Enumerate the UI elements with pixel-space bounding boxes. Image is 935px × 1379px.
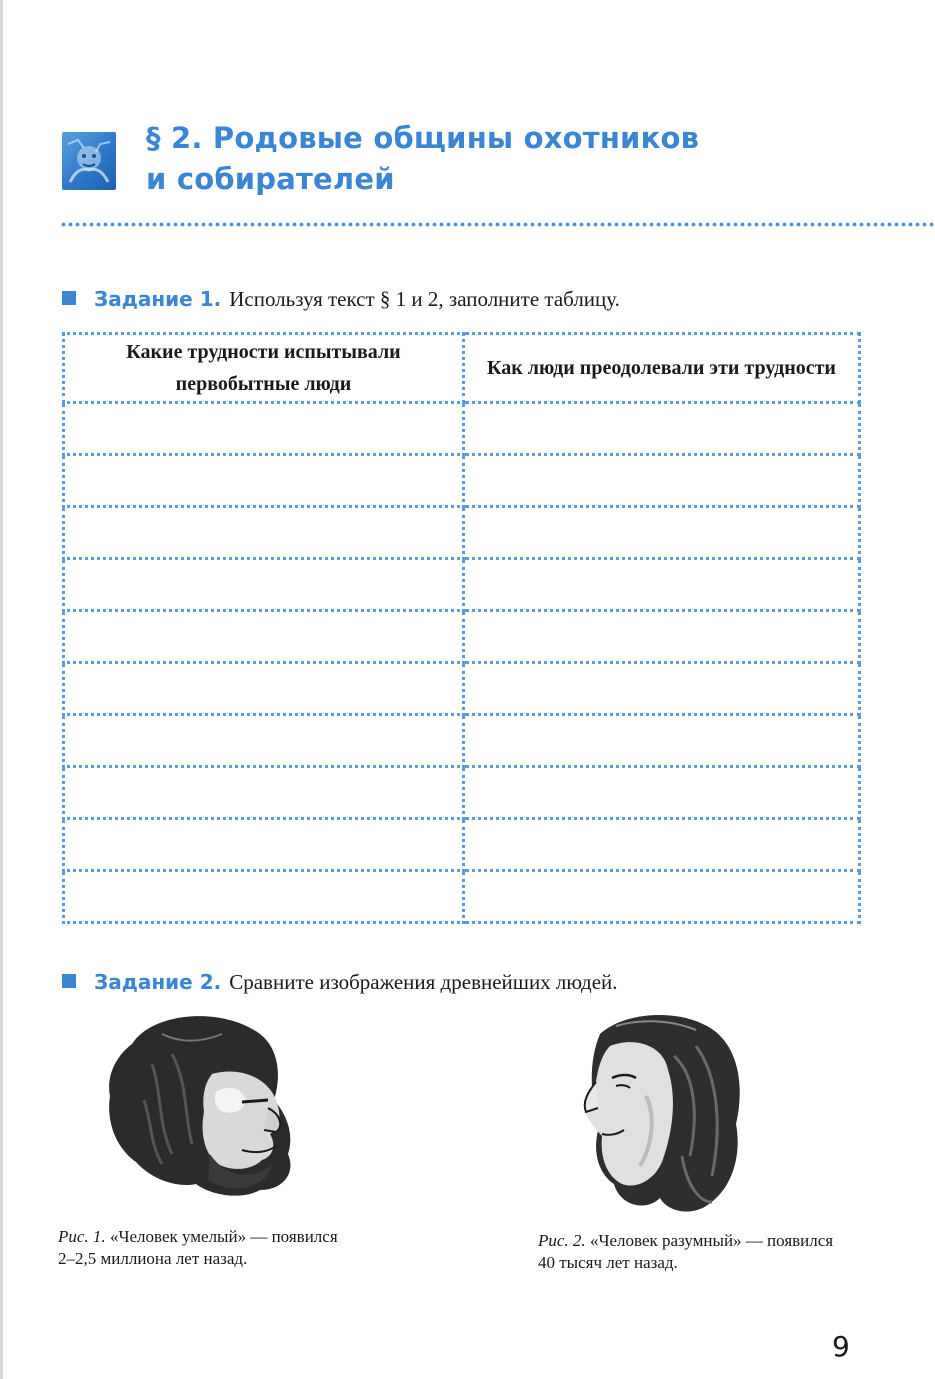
task-1-heading <box>62 287 620 312</box>
title-line-1: § 2. Родовые общины охотников <box>146 121 700 155</box>
table-row <box>64 871 860 923</box>
figure-2-caption-text: «Человек разумный» — появился 40 тысяч лет назад. <box>538 1231 834 1272</box>
answer-cell-solution[interactable] <box>464 663 860 715</box>
answer-cell-difficulty[interactable] <box>64 767 464 819</box>
task-1-text: Используя текст § 1 и 2, заполните таблицу. <box>229 287 620 311</box>
table-header-difficulties: Какие трудности испытывали первобытные люди <box>64 334 464 403</box>
answer-cell-difficulty[interactable] <box>64 455 464 507</box>
answer-cell-solution[interactable] <box>464 871 860 923</box>
page-number: 9 <box>832 1330 850 1363</box>
task-1-label: Задание 1. <box>94 287 222 311</box>
task-bullet-icon <box>62 974 76 988</box>
table-row <box>64 819 860 871</box>
table-row <box>64 507 860 559</box>
table-header-solutions: Как люди преодолевали эти трудности <box>464 334 860 403</box>
answer-cell-solution[interactable] <box>464 767 860 819</box>
homo-sapiens-head-illustration <box>556 1006 746 1220</box>
answer-cell-solution[interactable] <box>464 455 860 507</box>
answer-cell-difficulty[interactable] <box>64 611 464 663</box>
figure-2-number: Рис. 2. <box>538 1231 586 1250</box>
answer-cell-solution[interactable] <box>464 611 860 663</box>
task-bullet-icon <box>62 291 76 305</box>
table-row <box>64 611 860 663</box>
table-row <box>64 403 860 455</box>
page-title <box>146 118 846 200</box>
answer-cell-difficulty[interactable] <box>64 819 464 871</box>
table-row <box>64 559 860 611</box>
homo-habilis-head-illustration <box>92 1004 302 1204</box>
table-header-row <box>64 334 860 403</box>
table-row <box>64 455 860 507</box>
answer-cell-solution[interactable] <box>464 819 860 871</box>
answer-cell-difficulty[interactable] <box>64 403 464 455</box>
header-divider <box>60 222 935 227</box>
answer-cell-solution[interactable] <box>464 715 860 767</box>
figure-1-number: Рис. 1. <box>58 1227 106 1246</box>
task-2-heading <box>62 970 618 995</box>
table-row <box>64 767 860 819</box>
table-row <box>64 663 860 715</box>
title-line-2: и собирателей <box>146 162 395 196</box>
section-emblem-icon <box>62 132 116 190</box>
answer-cell-solution[interactable] <box>464 403 860 455</box>
table-row <box>64 715 860 767</box>
task-2-label: Задание 2. <box>94 970 222 994</box>
answer-cell-difficulty[interactable] <box>64 507 464 559</box>
answer-cell-solution[interactable] <box>464 559 860 611</box>
figure-1-caption-text: «Человек умелый» — появился 2–2,5 миллиона лет назад. <box>58 1227 338 1268</box>
answer-cell-difficulty[interactable] <box>64 559 464 611</box>
answer-cell-difficulty[interactable] <box>64 663 464 715</box>
figure-2-caption <box>538 1230 838 1274</box>
answer-cell-difficulty[interactable] <box>64 715 464 767</box>
answer-cell-solution[interactable] <box>464 507 860 559</box>
worksheet-table <box>62 332 861 924</box>
task-2-text: Сравните изображения древнейших людей. <box>229 970 618 994</box>
answer-cell-difficulty[interactable] <box>64 871 464 923</box>
page-edge <box>0 0 3 1379</box>
figure-1-caption <box>58 1226 358 1270</box>
